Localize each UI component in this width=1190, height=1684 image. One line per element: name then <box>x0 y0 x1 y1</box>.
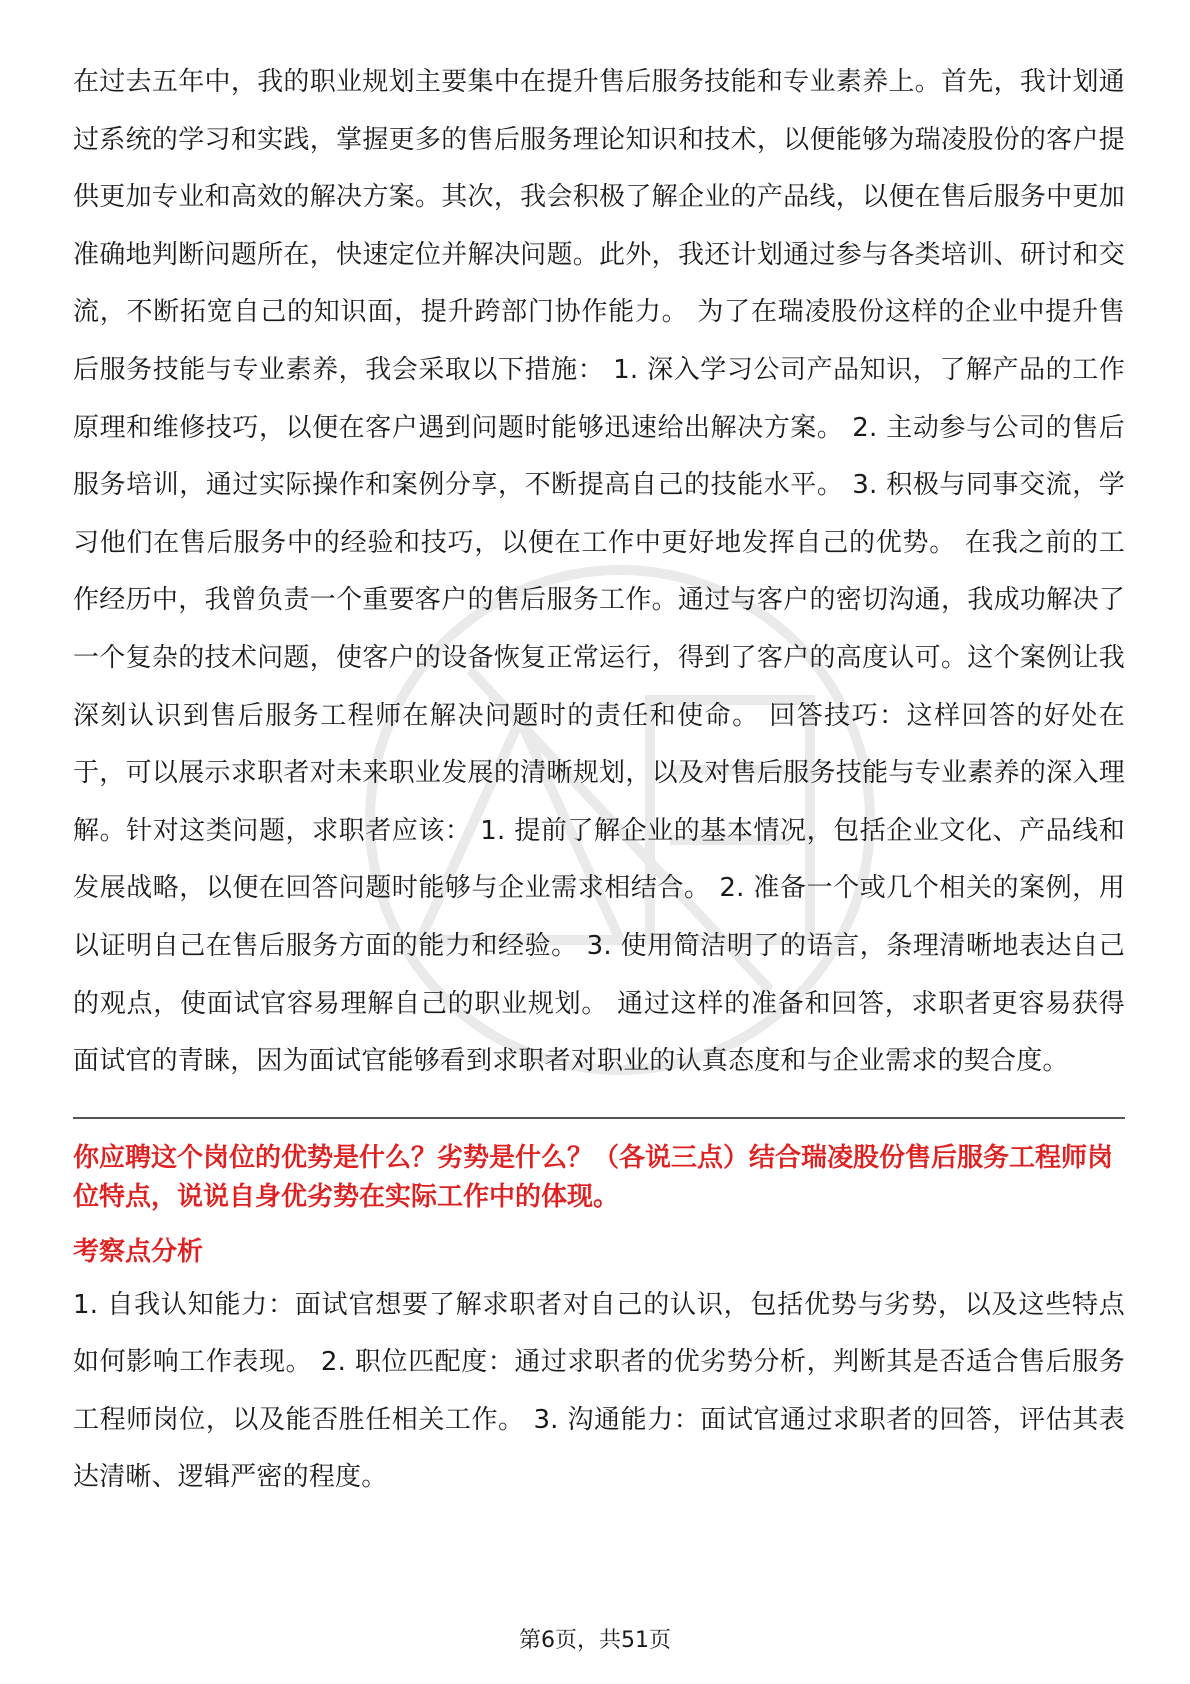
analysis-paragraph: 1. 自我认知能力：面试官想要了解求职者对自己的认识，包括优势与劣势，以及这些特点如何影响工作表现。 2. 职位匹配度：通过求职者的优劣势分析，判断其是否适合售后服务工程师岗位，以及能否胜任相关工作。 3. 沟通能力：面试官通过求职者的回答，评估其表达清晰、逻辑严密的程度。 <box>73 1289 1125 1493</box>
document-page <box>73 54 1125 1507</box>
body-paragraph: 在过去五年中，我的职业规划主要集中在提升售后服务技能和专业素养上。首先，我计划通过系统的学习和实践，掌握更多的售后服务理论知识和技术，以便能够为瑞凌股份的客户提供更加专业和高效的解决方案。其次，我会积极了解企业的产品线，以便在售后服务中更加准确地判断问题所在，快速定位并解决问题。此外，我还计划通过参与各类培训、研讨和交流，不断拓宽自己的知识面，提升跨部门协作能力。 为了在瑞凌股份这样的企业中提升售后服务技能与专业素养，我会采取以下措施： 1. 深入学习公司产品知识，了解产品的工作原理和维修技巧，以便在客户遇到问题时能够迅速给出解决方案。 2. 主动参与公司的售后服务培训，通过实际操作和案例分享，不断提高自己的技能水平。 3. 积极与同事交流，学习他们在售后服务中的经验和技巧，以便在工作中更好地发挥自己的优势。 在我之前的工作经历中，我曾负责一个重要客户的售后服务工作。通过与客户的密切沟通，我成功解决了一个复杂的技术问题，使客户的设备恢复正常运行，得到了客户的高度认可。这个案例让我深刻认识到售后服务工程师在解决问题时的责任和使命。 回答技巧：这样回答的好处在于，可以展示求职者对未来职业发展的清晰规划，以及对售后服务技能与专业素养的深入理解。针对这类问题，求职者应该： 1. 提前了解企业的基本情况，包括企业文化、产品线和发展战略，以便在回答问题时能够与企业需求相结合。 2. 准备一个或几个相关的案例，用以证明自己在售后服务方面的能力和经验。 3. 使用简洁明了的语言，条理清晰地表达自己的观点，使面试官容易理解自己的职业规划。 通过这样的准备和回答，求职者更容易获得面试官的青睐，因为面试官能够看到求职者对职业的认真态度和与企业需求的契合度。 <box>73 67 1125 1077</box>
interview-question: 你应聘这个岗位的优势是什么？劣势是什么？（各说三点）结合瑞凌股份售后服务工程师岗位特点，说说自身优劣势在实际工作中的体现。 <box>73 1142 1114 1212</box>
analysis-heading: 考察点分析 <box>73 1236 204 1267</box>
section-divider <box>73 1117 1125 1119</box>
page-footer: 第6页，共51页 <box>519 1628 671 1653</box>
